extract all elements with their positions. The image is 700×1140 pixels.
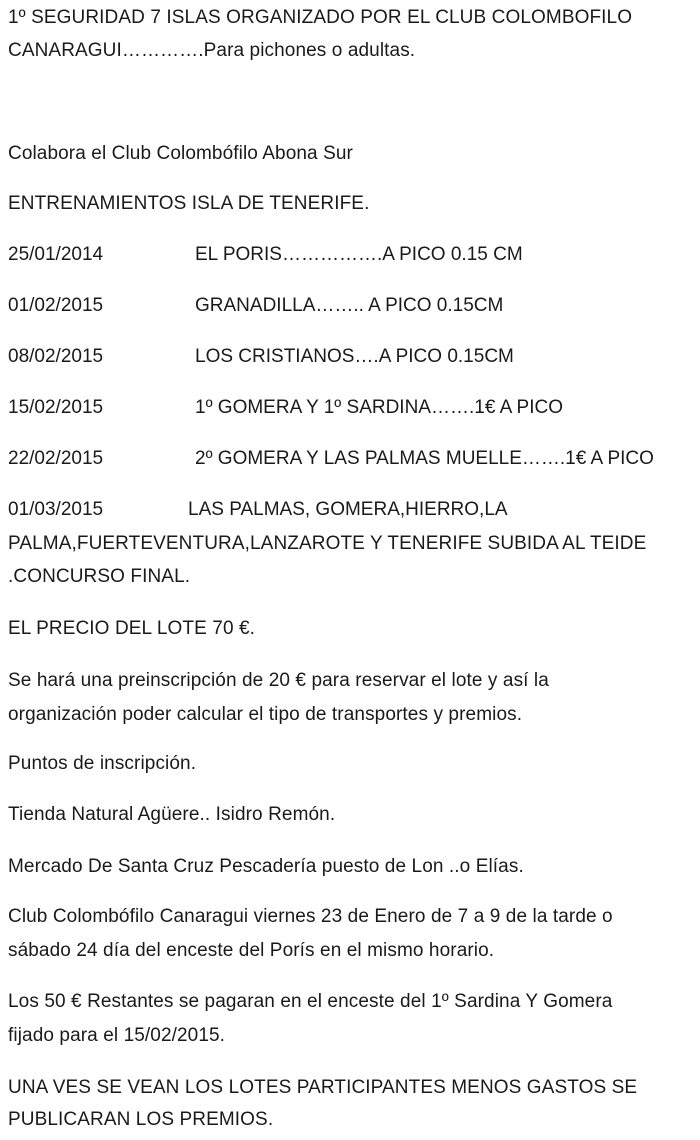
schedule-date: 08/02/2015 (8, 346, 104, 367)
registration-point: Mercado De Santa Cruz Pescadería puesto de Lon ..o Elías. (8, 856, 524, 877)
schedule-detail: LOS CRISTIANOS….A PICO 0.15CM (195, 346, 514, 367)
remaining-payment-line-2: fijado para el 15/02/2015. (8, 1025, 226, 1046)
title-line-1: 1º SEGURIDAD 7 ISLAS ORGANIZADO POR EL CLUB COLOMBOFILO (8, 7, 633, 28)
schedule-detail-continued: .CONCURSO FINAL. (8, 566, 191, 587)
schedule-date: 15/02/2015 (8, 397, 104, 418)
schedule-detail: EL PORIS…………….A PICO 0.15 CM (195, 244, 523, 265)
title-line-2: CANARAGUI………….Para pichones o adultas. (8, 40, 416, 61)
schedule-detail: 2º GOMERA Y LAS PALMAS MUELLE…….1€ A PICO (195, 448, 654, 469)
schedule-date: 01/03/2015 (8, 499, 104, 520)
schedule-date: 22/02/2015 (8, 448, 104, 469)
trainings-heading: ENTRENAMIENTOS ISLA DE TENERIFE. (8, 193, 370, 214)
remaining-payment-line-1: Los 50 € Restantes se pagaran en el enceste del 1º Sardina Y Gomera (8, 991, 613, 1012)
closing-line-1: UNA VES SE VEAN LOS LOTES PARTICIPANTES MENOS GASTOS SE (8, 1077, 638, 1098)
preregistration-line-1: Se hará una preinscripción de 20 € para reservar el lote y así la (8, 670, 549, 691)
schedule-date: 01/02/2015 (8, 295, 104, 316)
points-heading: Puntos de inscripción. (8, 753, 197, 774)
schedule-detail: GRANADILLA…….. A PICO 0.15CM (195, 295, 504, 316)
preregistration-line-2: organización poder calcular el tipo de transportes y premios. (8, 704, 523, 725)
schedule-detail: 1º GOMERA Y 1º SARDINA…….1€ A PICO (195, 397, 563, 418)
club-schedule-line-2: sábado 24 día del enceste del Porís en el mismo horario. (8, 940, 495, 961)
schedule-detail-continued: PALMA,FUERTEVENTURA,LANZAROTE Y TENERIFE SUBIDA AL TEIDE (8, 533, 647, 554)
price-text: EL PRECIO DEL LOTE 70 €. (8, 618, 256, 639)
closing-line-2: PUBLICARAN LOS PREMIOS. (8, 1109, 274, 1130)
club-schedule-line-1: Club Colombófilo Canaragui viernes 23 de Enero de 7 a 9 de la tarde o (8, 906, 613, 927)
schedule-date: 25/01/2014 (8, 244, 104, 265)
schedule-detail: LAS PALMAS, GOMERA,HIERRO,LA (188, 499, 508, 520)
registration-point: Tienda Natural Agüere.. Isidro Remón. (8, 804, 336, 825)
collaborator-text: Colabora el Club Colombófilo Abona Sur (8, 143, 353, 164)
